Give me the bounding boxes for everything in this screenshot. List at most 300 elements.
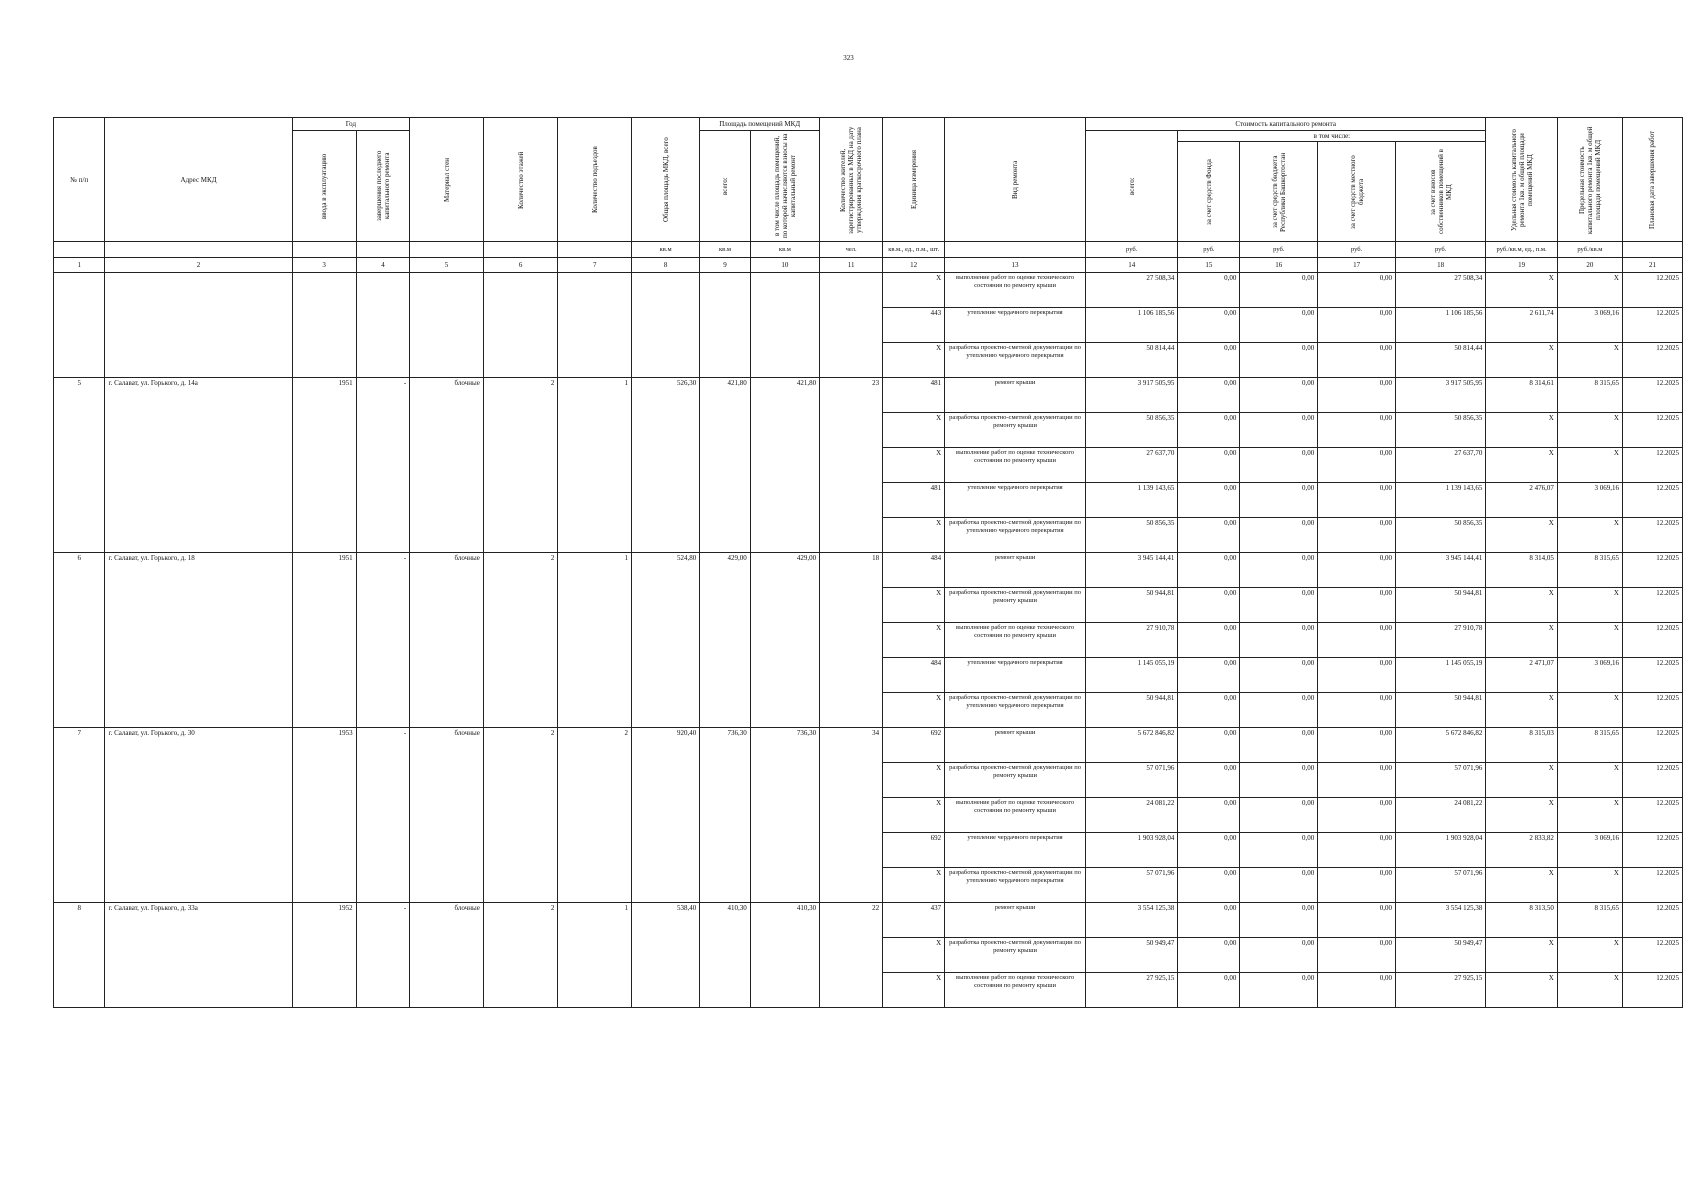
cell-c16: 0,00	[1240, 833, 1318, 868]
unit-col-14: руб.	[1085, 242, 1177, 258]
cell-fl	[483, 308, 558, 343]
table-row	[54, 448, 1683, 483]
cell-c17: 0,00	[1318, 553, 1396, 588]
cell-c18: 50 856,35	[1395, 413, 1485, 448]
cell-fl	[483, 658, 558, 693]
header-col-20: Предельная стоимость капитального ремонта 1кв. м общей площади помещений МКД	[1557, 118, 1622, 242]
cell-mat: блочные	[410, 728, 484, 763]
header-col-14: всего:	[1085, 131, 1177, 242]
cell-n	[54, 623, 105, 658]
cell-a2	[750, 938, 819, 973]
cell-c21: 12.2025	[1622, 588, 1682, 623]
cell-c21: 12.2025	[1622, 693, 1682, 728]
cell-ent: 1	[558, 553, 632, 588]
cell-y1	[292, 483, 356, 518]
cell-a1: 421,80	[700, 378, 750, 413]
column-number: 11	[820, 258, 883, 273]
cell-c18: 1 145 055,19	[1395, 658, 1485, 693]
header-col-16: за счет средств бюджета Республики Башкортостан	[1240, 142, 1318, 242]
table-body	[54, 273, 1683, 1008]
cell-y1: 1951	[292, 553, 356, 588]
cell-unit: X	[883, 973, 945, 1008]
cell-work: ремонт крыши	[945, 553, 1086, 588]
cell-a2	[750, 483, 819, 518]
cell-mat	[410, 483, 484, 518]
cell-c16: 0,00	[1240, 763, 1318, 798]
cell-c18: 50 944,81	[1395, 693, 1485, 728]
cell-n: 8	[54, 903, 105, 938]
cell-c14: 57 071,96	[1085, 868, 1177, 903]
cell-c20: X	[1557, 938, 1622, 973]
cell-c17: 0,00	[1318, 518, 1396, 553]
cell-c18: 1 139 143,65	[1395, 483, 1485, 518]
cell-work: разработка проектно-сметной документации по ремонту крыши	[945, 413, 1086, 448]
cell-c20: 8 315,65	[1557, 903, 1622, 938]
header-col-19: Удельная стоимость капитального ремонта 1кв. м общей площади помещений МКД	[1486, 118, 1557, 242]
cell-addr	[105, 798, 292, 833]
cell-work: выполнение работ по оценке технического состояния по ремонту крыши	[945, 623, 1086, 658]
column-number: 21	[1622, 258, 1682, 273]
cell-unit: 484	[883, 658, 945, 693]
header-col-4: завершения последнего капитального ремонта	[356, 131, 410, 242]
cell-a1: 410,30	[700, 903, 750, 938]
cell-unit: X	[883, 938, 945, 973]
cell-c19: X	[1486, 413, 1557, 448]
table-row	[54, 938, 1683, 973]
cell-res: 18	[820, 553, 883, 588]
cell-addr: г. Салават, ул. Горького, д. 14а	[105, 378, 292, 413]
cell-a1: 736,30	[700, 728, 750, 763]
cell-addr	[105, 308, 292, 343]
cell-y1: 1952	[292, 903, 356, 938]
cell-ent	[558, 868, 632, 903]
cell-addr	[105, 518, 292, 553]
cell-fl: 2	[483, 903, 558, 938]
cell-c15: 0,00	[1178, 413, 1240, 448]
cell-c19: X	[1486, 938, 1557, 973]
cell-work: утепление чердачного перекрытия	[945, 833, 1086, 868]
capital-repair-table	[53, 117, 1683, 1008]
cell-a1	[700, 588, 750, 623]
cell-c16: 0,00	[1240, 308, 1318, 343]
unit-col-16: руб.	[1240, 242, 1318, 258]
cell-res	[820, 273, 883, 308]
cell-c15: 0,00	[1178, 343, 1240, 378]
cell-ent	[558, 588, 632, 623]
cell-c21: 12.2025	[1622, 413, 1682, 448]
cell-unit: X	[883, 623, 945, 658]
cell-c14: 3 554 125,38	[1085, 903, 1177, 938]
cell-c17: 0,00	[1318, 798, 1396, 833]
cell-work: утепление чердачного перекрытия	[945, 483, 1086, 518]
cell-addr	[105, 693, 292, 728]
cell-total	[631, 273, 699, 308]
cell-y2: -	[356, 903, 410, 938]
table-row	[54, 868, 1683, 903]
cell-c16: 0,00	[1240, 973, 1318, 1008]
cell-c21: 12.2025	[1622, 658, 1682, 693]
table-row	[54, 798, 1683, 833]
column-number: 5	[410, 258, 484, 273]
cell-addr	[105, 448, 292, 483]
unit-col-11: чел.	[820, 242, 883, 258]
cell-fl	[483, 938, 558, 973]
column-number: 2	[105, 258, 292, 273]
cell-c16: 0,00	[1240, 343, 1318, 378]
cell-mat	[410, 833, 484, 868]
cell-c19: X	[1486, 448, 1557, 483]
cell-ent	[558, 343, 632, 378]
cell-y1	[292, 273, 356, 308]
cell-c17: 0,00	[1318, 308, 1396, 343]
cell-c17: 0,00	[1318, 693, 1396, 728]
cell-n: 6	[54, 553, 105, 588]
cell-mat	[410, 518, 484, 553]
cell-addr: г. Салават, ул. Горького, д. 33а	[105, 903, 292, 938]
cell-a2: 421,80	[750, 378, 819, 413]
cell-a1	[700, 763, 750, 798]
cell-c20: X	[1557, 273, 1622, 308]
table-row	[54, 308, 1683, 343]
cell-ent	[558, 938, 632, 973]
cell-a2	[750, 343, 819, 378]
cell-c18: 50 814,44	[1395, 343, 1485, 378]
cell-n	[54, 413, 105, 448]
cell-c14: 3 917 505,95	[1085, 378, 1177, 413]
cell-c14: 24 081,22	[1085, 798, 1177, 833]
cell-c15: 0,00	[1178, 763, 1240, 798]
column-number: 1	[54, 258, 105, 273]
cell-work: выполнение работ по оценке технического состояния по ремонту крыши	[945, 973, 1086, 1008]
table-row	[54, 658, 1683, 693]
cell-mat	[410, 798, 484, 833]
cell-a2	[750, 588, 819, 623]
cell-c19: 2 476,07	[1486, 483, 1557, 518]
cell-total	[631, 938, 699, 973]
cell-unit: 481	[883, 483, 945, 518]
cell-y1	[292, 448, 356, 483]
cell-fl	[483, 343, 558, 378]
cell-mat	[410, 343, 484, 378]
column-number: 20	[1557, 258, 1622, 273]
header-col-21: Плановая дата завершения работ	[1622, 118, 1682, 242]
cell-addr	[105, 763, 292, 798]
cell-unit: 481	[883, 378, 945, 413]
unit-col-17: руб.	[1318, 242, 1396, 258]
cell-work: разработка проектно-сметной документации по ремонту крыши	[945, 588, 1086, 623]
cell-n	[54, 343, 105, 378]
cell-c14: 27 508,34	[1085, 273, 1177, 308]
cell-c18: 57 071,96	[1395, 868, 1485, 903]
cell-c20: X	[1557, 693, 1622, 728]
cell-n	[54, 483, 105, 518]
cell-res	[820, 518, 883, 553]
cell-c19: X	[1486, 868, 1557, 903]
cell-y2	[356, 518, 410, 553]
table-row	[54, 518, 1683, 553]
cell-c15: 0,00	[1178, 553, 1240, 588]
cell-c14: 27 925,15	[1085, 973, 1177, 1008]
cell-res	[820, 798, 883, 833]
cell-y1	[292, 588, 356, 623]
cell-c15: 0,00	[1178, 483, 1240, 518]
cell-total	[631, 448, 699, 483]
cell-unit: 692	[883, 728, 945, 763]
cell-c16: 0,00	[1240, 728, 1318, 763]
cell-c20: X	[1557, 448, 1622, 483]
table-row	[54, 623, 1683, 658]
cell-a2: 410,30	[750, 903, 819, 938]
cell-a2	[750, 413, 819, 448]
cell-a2	[750, 518, 819, 553]
cell-a2	[750, 868, 819, 903]
cell-c15: 0,00	[1178, 658, 1240, 693]
cell-y2	[356, 273, 410, 308]
column-number: 3	[292, 258, 356, 273]
cell-c19: 8 314,05	[1486, 553, 1557, 588]
cell-res	[820, 763, 883, 798]
cell-work: ремонт крыши	[945, 728, 1086, 763]
cell-c16: 0,00	[1240, 518, 1318, 553]
cell-y2: -	[356, 553, 410, 588]
cell-y1	[292, 973, 356, 1008]
cell-c14: 3 945 144,41	[1085, 553, 1177, 588]
cell-c18: 24 081,22	[1395, 798, 1485, 833]
cell-work: разработка проектно-сметной документации по утеплению чердачного перекрытия	[945, 693, 1086, 728]
cell-res	[820, 833, 883, 868]
cell-c15: 0,00	[1178, 518, 1240, 553]
cell-res	[820, 308, 883, 343]
cell-c15: 0,00	[1178, 623, 1240, 658]
capital-repair-table-wrap	[53, 117, 1683, 1008]
cell-c17: 0,00	[1318, 378, 1396, 413]
cell-c18: 3 917 505,95	[1395, 378, 1485, 413]
cell-c16: 0,00	[1240, 658, 1318, 693]
cell-c14: 5 672 846,82	[1085, 728, 1177, 763]
cell-c19: X	[1486, 588, 1557, 623]
cell-c15: 0,00	[1178, 938, 1240, 973]
cell-a2	[750, 273, 819, 308]
cell-c20: 3 069,16	[1557, 483, 1622, 518]
cell-n: 7	[54, 728, 105, 763]
cell-c18: 50 856,35	[1395, 518, 1485, 553]
cell-mat: блочные	[410, 553, 484, 588]
cell-a1	[700, 938, 750, 973]
cell-addr: г. Салават, ул. Горького, д. 18	[105, 553, 292, 588]
table-row	[54, 553, 1683, 588]
cell-y1	[292, 308, 356, 343]
cell-c16: 0,00	[1240, 553, 1318, 588]
cell-mat	[410, 623, 484, 658]
cell-a1	[700, 658, 750, 693]
cell-c15: 0,00	[1178, 868, 1240, 903]
cell-c14: 1 145 055,19	[1085, 658, 1177, 693]
cell-a2	[750, 658, 819, 693]
cell-res: 34	[820, 728, 883, 763]
header-col-2: Адрес МКД	[105, 118, 292, 242]
cell-n	[54, 448, 105, 483]
cell-c19: 8 314,61	[1486, 378, 1557, 413]
cell-c21: 12.2025	[1622, 938, 1682, 973]
cell-res	[820, 448, 883, 483]
table-row	[54, 728, 1683, 763]
cell-ent	[558, 973, 632, 1008]
cell-c16: 0,00	[1240, 903, 1318, 938]
cell-c16: 0,00	[1240, 938, 1318, 973]
cell-unit: 692	[883, 833, 945, 868]
cell-fl	[483, 973, 558, 1008]
cell-a2	[750, 763, 819, 798]
cell-y1	[292, 658, 356, 693]
cell-a1	[700, 868, 750, 903]
cell-ent	[558, 448, 632, 483]
column-number: 8	[631, 258, 699, 273]
cell-unit: X	[883, 798, 945, 833]
cell-a1	[700, 483, 750, 518]
column-numbers-row	[54, 258, 1683, 273]
cell-total: 538,40	[631, 903, 699, 938]
cell-total	[631, 623, 699, 658]
cell-c17: 0,00	[1318, 343, 1396, 378]
cell-work: ремонт крыши	[945, 903, 1086, 938]
cell-total	[631, 588, 699, 623]
cell-a1	[700, 413, 750, 448]
header-col-15: за счет средств Фонда	[1178, 142, 1240, 242]
table-row	[54, 378, 1683, 413]
cell-c18: 3 554 125,38	[1395, 903, 1485, 938]
cell-y1	[292, 623, 356, 658]
cell-res: 23	[820, 378, 883, 413]
cell-c18: 27 910,78	[1395, 623, 1485, 658]
cell-c20: X	[1557, 623, 1622, 658]
cell-c15: 0,00	[1178, 728, 1240, 763]
cell-y2	[356, 343, 410, 378]
header-col-7: Количество подъездов	[558, 118, 632, 242]
cell-total	[631, 833, 699, 868]
cell-c20: 3 069,16	[1557, 658, 1622, 693]
cell-c19: X	[1486, 343, 1557, 378]
cell-y2	[356, 693, 410, 728]
cell-ent: 2	[558, 728, 632, 763]
cell-c18: 27 508,34	[1395, 273, 1485, 308]
cell-c18: 50 944,81	[1395, 588, 1485, 623]
cell-c15: 0,00	[1178, 833, 1240, 868]
cell-mat: блочные	[410, 378, 484, 413]
header-row-1	[54, 118, 1683, 131]
cell-total	[631, 483, 699, 518]
cell-a1	[700, 693, 750, 728]
cell-work: разработка проектно-сметной документации по утеплению чердачного перекрытия	[945, 518, 1086, 553]
cell-fl	[483, 483, 558, 518]
cell-addr	[105, 483, 292, 518]
cell-mat	[410, 973, 484, 1008]
cell-c16: 0,00	[1240, 413, 1318, 448]
cell-y1: 1951	[292, 378, 356, 413]
cell-c19: X	[1486, 273, 1557, 308]
cell-c21: 12.2025	[1622, 728, 1682, 763]
cell-c21: 12.2025	[1622, 378, 1682, 413]
cell-c17: 0,00	[1318, 833, 1396, 868]
cell-c15: 0,00	[1178, 693, 1240, 728]
cell-n	[54, 763, 105, 798]
cell-c17: 0,00	[1318, 588, 1396, 623]
table-row	[54, 273, 1683, 308]
cell-res	[820, 483, 883, 518]
cell-c18: 5 672 846,82	[1395, 728, 1485, 763]
table-row	[54, 833, 1683, 868]
cell-addr	[105, 973, 292, 1008]
cell-total: 920,40	[631, 728, 699, 763]
cell-total	[631, 868, 699, 903]
cell-a2	[750, 308, 819, 343]
cell-fl: 2	[483, 553, 558, 588]
cell-c14: 50 814,44	[1085, 343, 1177, 378]
cell-ent	[558, 308, 632, 343]
cell-unit: X	[883, 868, 945, 903]
cell-y1	[292, 693, 356, 728]
table-row	[54, 588, 1683, 623]
cell-fl: 2	[483, 378, 558, 413]
header-cost-group: Стоимость капитального ремонта	[1085, 118, 1485, 131]
cell-ent	[558, 798, 632, 833]
cell-n	[54, 588, 105, 623]
cell-y2: -	[356, 378, 410, 413]
cell-total	[631, 693, 699, 728]
cell-c18: 27 925,15	[1395, 973, 1485, 1008]
cell-a2	[750, 973, 819, 1008]
cell-c14: 1 903 928,04	[1085, 833, 1177, 868]
cell-res	[820, 973, 883, 1008]
header-col-13: Вид ремонта	[945, 118, 1086, 242]
cell-fl	[483, 518, 558, 553]
cell-a1	[700, 833, 750, 868]
cell-c17: 0,00	[1318, 413, 1396, 448]
cell-c20: X	[1557, 973, 1622, 1008]
cell-a1	[700, 798, 750, 833]
cell-c21: 12.2025	[1622, 623, 1682, 658]
header-col-18: за счет взносов собственников помещений в МКД	[1395, 142, 1485, 242]
cell-n	[54, 658, 105, 693]
cell-c20: 3 069,16	[1557, 833, 1622, 868]
column-number: 4	[356, 258, 410, 273]
cell-c16: 0,00	[1240, 378, 1318, 413]
cell-n	[54, 868, 105, 903]
cell-y1	[292, 798, 356, 833]
cell-mat	[410, 308, 484, 343]
cell-unit: X	[883, 518, 945, 553]
cell-c21: 12.2025	[1622, 343, 1682, 378]
cell-y2	[356, 868, 410, 903]
cell-addr	[105, 938, 292, 973]
cell-c21: 12.2025	[1622, 518, 1682, 553]
cell-c14: 50 944,81	[1085, 693, 1177, 728]
cell-work: разработка проектно-сметной документации по ремонту крыши	[945, 938, 1086, 973]
cell-ent	[558, 273, 632, 308]
cell-a2	[750, 448, 819, 483]
cell-fl	[483, 798, 558, 833]
cell-fl	[483, 273, 558, 308]
table-row	[54, 343, 1683, 378]
cell-addr	[105, 413, 292, 448]
cell-mat	[410, 448, 484, 483]
column-number: 15	[1178, 258, 1240, 273]
cell-y2	[356, 658, 410, 693]
cell-ent	[558, 763, 632, 798]
cell-res	[820, 623, 883, 658]
cell-c21: 12.2025	[1622, 973, 1682, 1008]
cell-work: выполнение работ по оценке технического состояния по ремонту крыши	[945, 273, 1086, 308]
cell-y1	[292, 343, 356, 378]
